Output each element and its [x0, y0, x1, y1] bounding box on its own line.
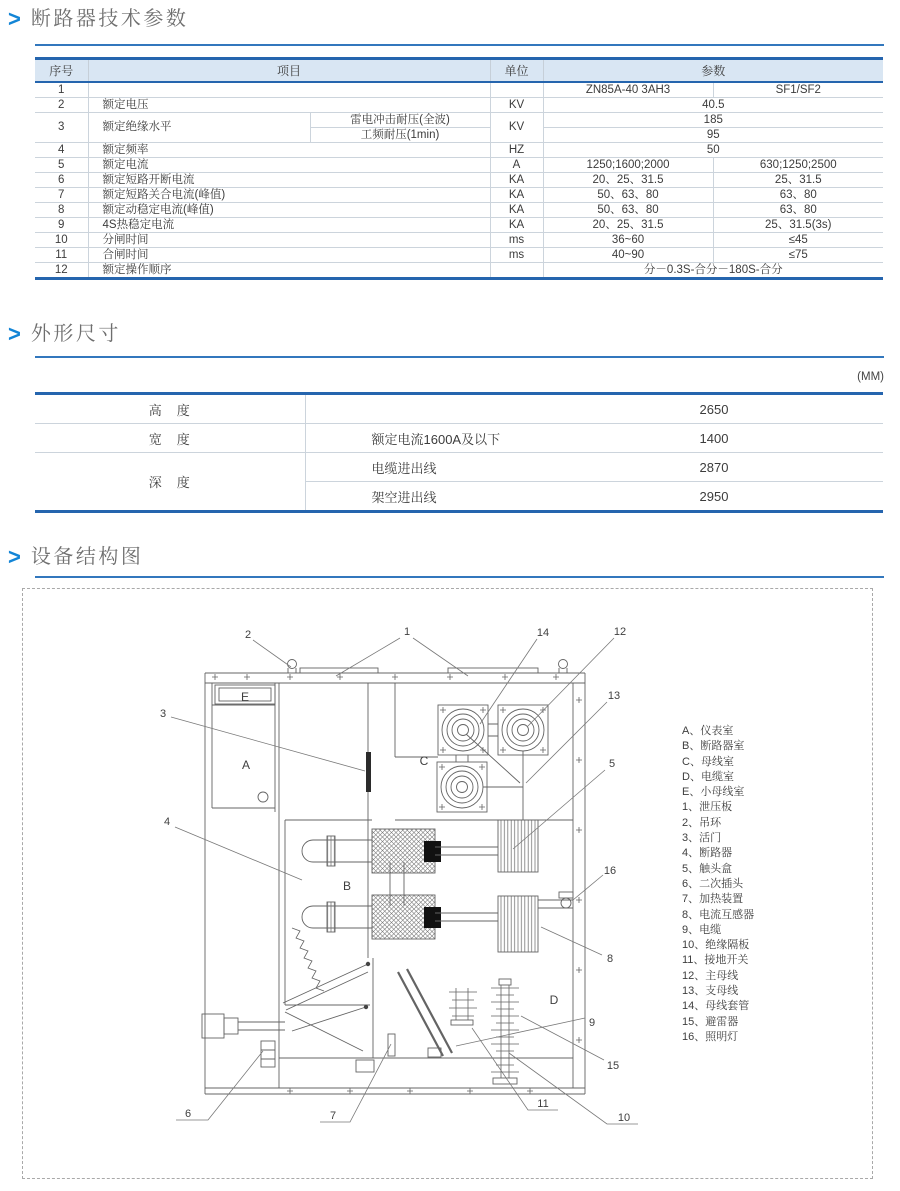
callout-number: 1: [403, 626, 411, 638]
cell-unit: HZ: [490, 143, 543, 158]
callout-number: 8: [606, 953, 614, 965]
cell-no: 3: [35, 113, 88, 143]
callout-number: 5: [608, 758, 616, 770]
cell-dim-label: 深 度: [35, 453, 305, 512]
cell-dim-desc: 电缆进出线: [305, 453, 545, 482]
legend-item: 15、避雷器: [682, 1015, 739, 1028]
cell-param-span: 50: [543, 143, 883, 158]
callout-number: 16: [603, 865, 617, 877]
cell-dim-value: 2870: [545, 453, 883, 482]
cell-no: 11: [35, 248, 88, 263]
table-row: [35, 424, 883, 453]
compartment-letter: D: [549, 993, 559, 1007]
legend-item: 4、断路器: [682, 847, 733, 860]
cell-dim-label: 高 度: [148, 402, 191, 418]
table-row: [35, 218, 883, 233]
section-title: 外形尺寸: [30, 323, 121, 345]
cell-item: 额定操作顺序: [88, 263, 490, 279]
cell-no: 4: [35, 143, 88, 158]
cell-unit: KV: [490, 113, 543, 143]
table-row: [35, 188, 883, 203]
cell-no: 5: [35, 158, 88, 173]
cell-no: 6: [35, 173, 88, 188]
table-row: [35, 158, 883, 173]
cell-unit: [490, 82, 543, 98]
legend-item: 6、二次插头: [682, 877, 744, 890]
cell-no: 10: [35, 233, 88, 248]
cell-item: 额定电流: [88, 158, 490, 173]
section-header-breaker-params: [8, 5, 189, 32]
callout-number: 13: [607, 690, 621, 702]
cell-param1: ZN85A-40 3AH3: [543, 82, 713, 98]
cell-unit: KV: [490, 98, 543, 113]
table-row: [35, 113, 883, 128]
cell-param2: 63、80: [713, 188, 883, 203]
cell-item: 4S热稳定电流: [88, 218, 490, 233]
legend-item: 10、绝缘隔板: [682, 939, 750, 952]
col-header-param: 参数: [543, 59, 883, 83]
table-row: [35, 248, 883, 263]
cell-param2: ≤75: [713, 248, 883, 263]
legend-item: E、小母线室: [682, 786, 745, 799]
compartment-letter: A: [241, 758, 251, 772]
legend-item: 13、支母线: [682, 985, 739, 998]
col-header-no: 序号: [35, 59, 88, 83]
callout-number: 4: [163, 816, 171, 828]
section-rule: [35, 576, 884, 578]
section-title: 断路器技术参数: [30, 8, 189, 30]
cell-param1: 20、25、31.5: [543, 173, 713, 188]
cell-param-span: 分－0.3S-合分－180S-合分: [543, 263, 883, 279]
cell-param2: ≤45: [713, 233, 883, 248]
legend-item: C、母线室: [682, 755, 734, 768]
legend-item: 11、接地开关: [682, 954, 749, 967]
callout-number: 2: [244, 629, 252, 641]
breaker-params-table: [35, 57, 883, 280]
header-row: [35, 59, 883, 83]
table-row: [35, 453, 883, 482]
section-rule: [35, 44, 884, 46]
callout-number: 14: [536, 627, 550, 639]
cell-param2: 25、31.5(3s): [713, 218, 883, 233]
table-row: [35, 263, 883, 279]
cell-unit: ms: [490, 248, 543, 263]
cell-param-span: 40.5: [543, 98, 883, 113]
callout-leader-lines: [171, 638, 638, 1124]
section-rule: [35, 356, 884, 358]
legend-item: 2、吊环: [682, 816, 722, 829]
table-row: [35, 173, 883, 188]
cell-subitem: 雷电冲击耐压(全波): [310, 113, 490, 128]
legend-item: 16、照明灯: [682, 1030, 739, 1043]
cell-param-span: 185: [543, 113, 883, 128]
cell-unit: [490, 263, 543, 279]
compartment-letter: E: [240, 690, 250, 704]
cell-subitem: 工频耐压(1min): [310, 128, 490, 143]
cell-param1: 50、63、80: [543, 188, 713, 203]
cell-unit: KA: [490, 203, 543, 218]
diagram-legend: [682, 724, 754, 1045]
cell-unit: KA: [490, 218, 543, 233]
col-header-unit: 单位: [490, 59, 543, 83]
cell-unit: A: [490, 158, 543, 173]
cell-unit: KA: [490, 188, 543, 203]
table-row: [35, 233, 883, 248]
cell-param2: SF1/SF2: [713, 82, 883, 98]
cell-dim-desc: 额定电流1600A及以下: [305, 424, 545, 453]
cell-no: 9: [35, 218, 88, 233]
cell-param1: 20、25、31.5: [543, 218, 713, 233]
callout-number: 9: [588, 1017, 596, 1029]
legend-item: 1、泄压板: [682, 801, 733, 814]
callout-number: 7: [329, 1110, 337, 1122]
cell-param1: 36~60: [543, 233, 713, 248]
callout-number: 6: [184, 1108, 192, 1120]
cell-param-span: 95: [543, 128, 883, 143]
cell-item: [88, 82, 490, 98]
cell-no: 1: [35, 82, 88, 98]
cell-dim-value: 2650: [699, 401, 729, 417]
legend-item: 8、电流互感器: [682, 908, 755, 921]
section-title: 设备结构图: [30, 546, 144, 568]
cell-no: 7: [35, 188, 88, 203]
legend-item: 9、电缆: [682, 923, 722, 936]
legend-item: 7、加热装置: [682, 893, 744, 906]
cell-item: 分闸时间: [88, 233, 490, 248]
structure-diagram: [140, 598, 670, 1172]
cell-param2: 63、80: [713, 203, 883, 218]
table-row: [35, 143, 883, 158]
cell-unit: KA: [490, 173, 543, 188]
cell-param1: 50、63、80: [543, 203, 713, 218]
chevron-icon: >: [8, 320, 21, 347]
legend-item: B、断路器室: [682, 740, 745, 753]
cell-dim-value: 2950: [545, 482, 883, 512]
cell-unit: ms: [490, 233, 543, 248]
legend-item: 5、触头盒: [682, 862, 733, 875]
cell-item: 合闸时间: [88, 248, 490, 263]
cell-param1: 1250;1600;2000: [543, 158, 713, 173]
cell-item: 额定动稳定电流(峰值): [88, 203, 490, 218]
cabinet-drawing: [202, 660, 585, 1095]
callout-number: 11: [537, 1098, 549, 1110]
cell-no: 8: [35, 203, 88, 218]
section-header-dimensions: [8, 320, 121, 347]
legend-item: 14、母线套管: [682, 1000, 750, 1013]
cell-item: 额定短路开断电流: [88, 173, 490, 188]
chevron-icon: >: [8, 543, 21, 570]
cell-dim-desc: 架空进出线: [305, 482, 545, 512]
cell-dim-label: 宽 度: [35, 424, 305, 453]
table-row: [35, 82, 883, 98]
section-header-structure: [8, 543, 144, 570]
legend-item: A、仪表室: [682, 725, 734, 737]
cell-param2: 630;1250;2500: [713, 158, 883, 173]
callout-number: 10: [617, 1112, 631, 1124]
callout-number: 15: [606, 1060, 620, 1072]
dimensions-table: [35, 392, 883, 513]
cell-item: 额定电压: [88, 98, 490, 113]
compartment-letter: C: [419, 754, 429, 768]
cell-dim-desc: [305, 394, 545, 424]
cell-item: 额定频率: [88, 143, 490, 158]
legend-item: 12、主母线: [682, 969, 739, 982]
chevron-icon: >: [8, 5, 21, 32]
table-row: [35, 98, 883, 113]
legend-item: 3、活门: [682, 832, 722, 845]
table-row: [35, 394, 883, 424]
callout-number: 12: [613, 626, 627, 638]
cell-item: 额定绝缘水平: [88, 113, 310, 143]
callout-number: 3: [159, 708, 167, 720]
compartment-letter: B: [342, 879, 352, 893]
cell-param1: 40~90: [543, 248, 713, 263]
table-row: [35, 203, 883, 218]
cell-item: 额定短路关合电流(峰值): [88, 188, 490, 203]
cell-dim-value: 1400: [545, 424, 883, 453]
cell-no: 12: [35, 263, 88, 279]
cell-param2: 25、31.5: [713, 173, 883, 188]
unit-note: (MM): [857, 371, 884, 383]
col-header-item: 项目: [88, 59, 490, 83]
legend-item: D、电缆室: [682, 770, 734, 783]
cell-no: 2: [35, 98, 88, 113]
